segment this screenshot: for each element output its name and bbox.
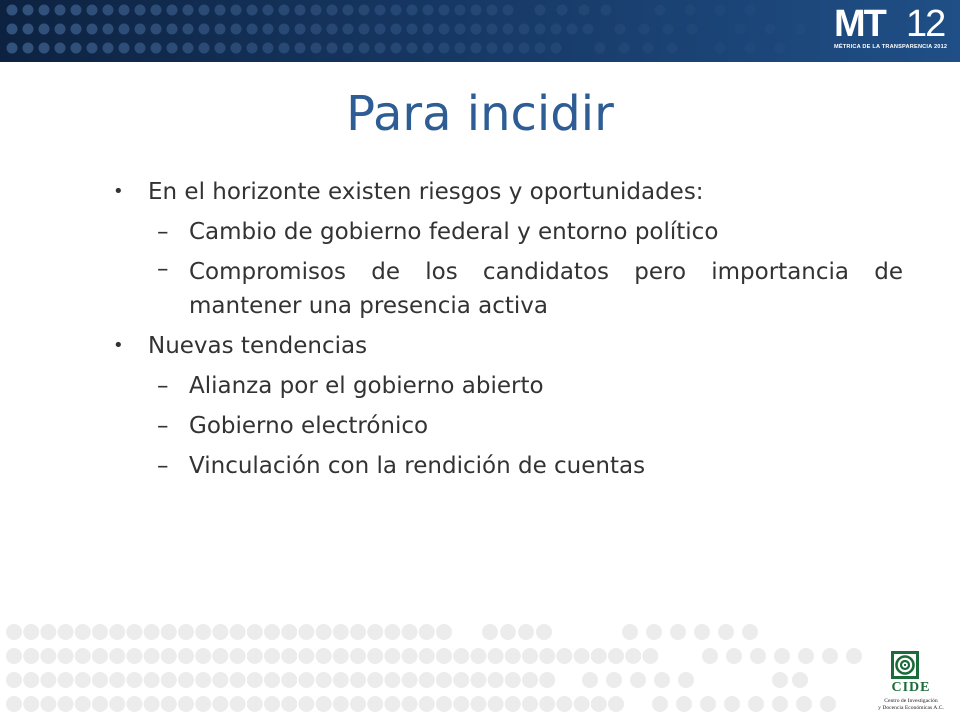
sub-item-text: Vinculación con la rendición de cuentas — [189, 453, 646, 479]
logo-subtitle: MÉTRICA DE LA TRANSPARENCIA 2012 — [834, 44, 948, 50]
header-dot-pattern — [0, 0, 960, 62]
slide-title: Para incidir — [346, 86, 614, 142]
logo-mt-text: MT — [834, 3, 885, 45]
dash-marker: – — [157, 453, 169, 479]
bullet-text: Nuevas tendencias — [148, 333, 368, 359]
sub-item-text: Alianza por el gobierno abierto — [189, 373, 544, 399]
sub-item-vinculacion — [117, 446, 903, 486]
cide-line1: Centro de Investigación — [884, 698, 938, 704]
cide-logo — [866, 646, 956, 718]
sub-item-compromisos — [117, 252, 903, 326]
cide-emblem-icon — [890, 650, 920, 680]
header-band — [0, 0, 960, 62]
bullet-text: En el horizonte existen riesgos y oportunidades: — [148, 179, 704, 205]
dash-marker: – — [157, 219, 169, 245]
bullet-item-horizonte — [117, 172, 903, 212]
sub-item-gobierno-electronico — [117, 406, 903, 446]
cide-name: CIDE — [891, 680, 931, 695]
mt12-logo — [834, 3, 948, 56]
dash-marker: – — [157, 373, 169, 399]
sub-item-text: Gobierno electrónico — [189, 413, 429, 439]
footer-dot-pattern — [0, 620, 960, 720]
sub-item-cambio-gobierno — [117, 212, 903, 252]
dash-marker: – — [157, 256, 169, 282]
sub-item-alianza — [117, 366, 903, 406]
sub-item-text: Cambio de gobierno federal y entorno político — [189, 219, 719, 245]
cide-line2: y Docencia Económicas A.C. — [878, 705, 944, 711]
bullet-item-nuevas-tendencias — [117, 326, 903, 366]
dash-marker: – — [157, 413, 169, 439]
logo-number: 12 — [906, 3, 945, 45]
bullet-list — [117, 172, 903, 486]
sub-item-text: Compromisos de los candidatos pero importancia de mantener una presencia activa — [189, 259, 903, 319]
